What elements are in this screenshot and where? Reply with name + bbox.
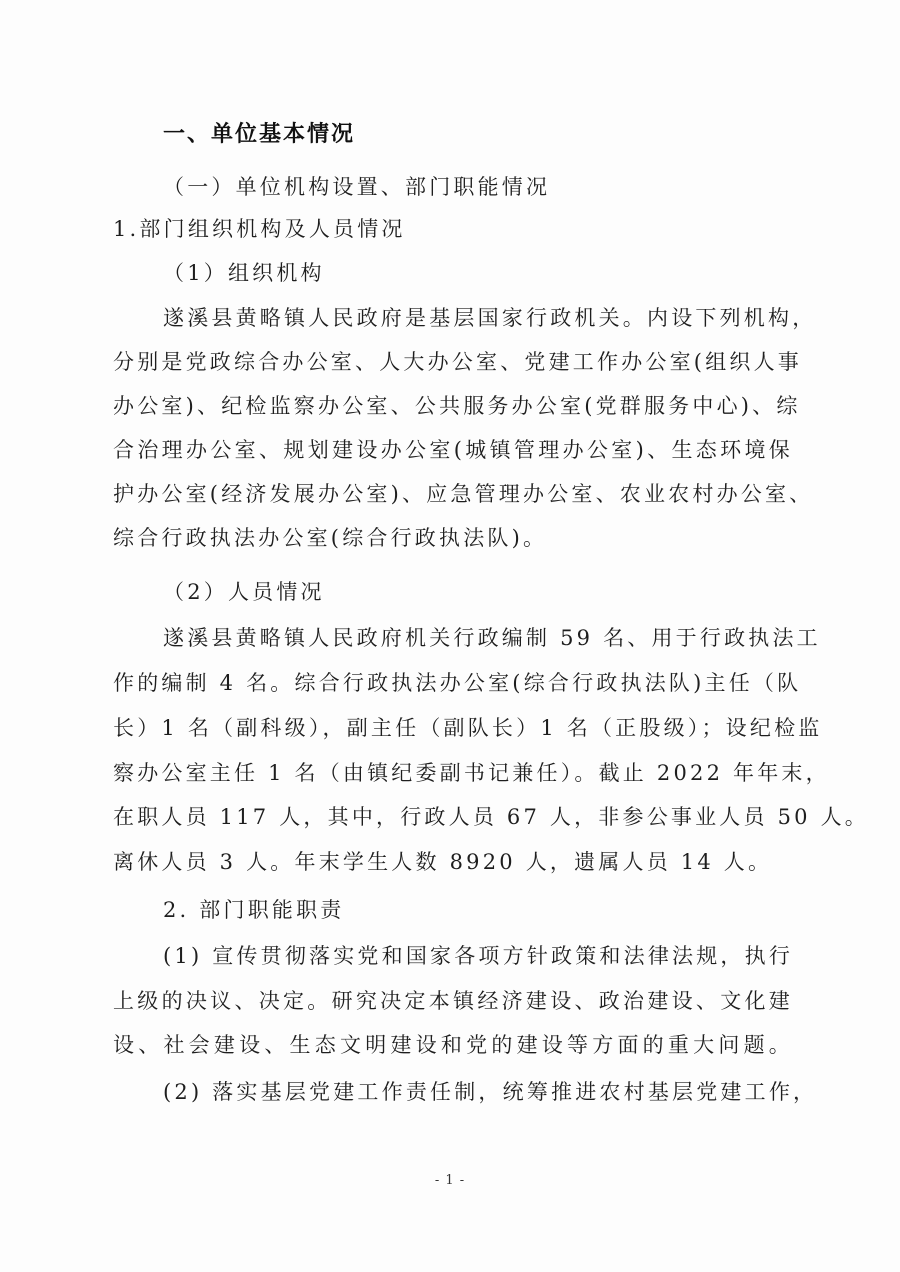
paragraph-line: 上级的决议、决定。研究决定本镇经济建设、政治建设、文化建 bbox=[113, 989, 793, 1013]
paragraph-line: 作的编制 4 名。综合行政执法办公室(综合行政执法队)主任（队 bbox=[113, 671, 802, 695]
paragraph-line: (1) 宣传贯彻落实党和国家各项方针政策和法律法规，执行 bbox=[163, 944, 794, 968]
item1-heading: 1.部门组织机构及人员情况 bbox=[113, 217, 406, 241]
section-heading: 一、单位基本情况 bbox=[163, 122, 356, 147]
paragraph-line: 办公室)、纪检监察办公室、公共服务办公室(党群服务中心)、综 bbox=[113, 394, 801, 418]
paragraph-line: 遂溪县黄略镇人民政府机关行政编制 59 名、用于行政执法工 bbox=[163, 626, 821, 650]
paragraph-line: (2) 落实基层党建工作责任制，统筹推进农村基层党建工作， bbox=[163, 1080, 818, 1104]
item1-1-heading: （1）组织机构 bbox=[163, 261, 325, 285]
paragraph-line: 综合行政执法办公室(综合行政执法队)。 bbox=[113, 526, 548, 550]
subsection-heading: （一）单位机构设置、部门职能情况 bbox=[163, 175, 551, 199]
item2-heading: 2. 部门职能职责 bbox=[163, 898, 345, 922]
paragraph-line: 在职人员 117 人，其中，行政人员 67 人，非参公事业人员 50 人。 bbox=[113, 805, 869, 829]
paragraph-line: 合治理办公室、规划建设办公室(城镇管理办公室)、生态环境保 bbox=[113, 438, 793, 462]
paragraph-line: 分别是党政综合办公室、人大办公室、党建工作办公室(组织人事 bbox=[113, 350, 802, 374]
page-number: - 1 - bbox=[434, 1173, 466, 1188]
item1-2-heading: （2）人员情况 bbox=[163, 580, 325, 604]
paragraph-line: 设、社会建设、生态文明建设和党的建设等方面的重大问题。 bbox=[113, 1033, 793, 1057]
paragraph-line: 遂溪县黄略镇人民政府是基层国家行政机关。内设下列机构， bbox=[163, 306, 817, 330]
paragraph-line: 察办公室主任 1 名（由镇纪委副书记兼任）。截止 2022 年年末， bbox=[113, 761, 830, 785]
paragraph-line: 护办公室(经济发展办公室)、应急管理办公室、农业农村办公室、 bbox=[113, 482, 814, 506]
paragraph-line: 长）1 名（副科级），副主任（副队长）1 名（正股级）；设纪检监 bbox=[113, 716, 823, 740]
paragraph-line: 离休人员 3 人。年末学生人数 8920 人，遗属人员 14 人。 bbox=[113, 850, 773, 874]
